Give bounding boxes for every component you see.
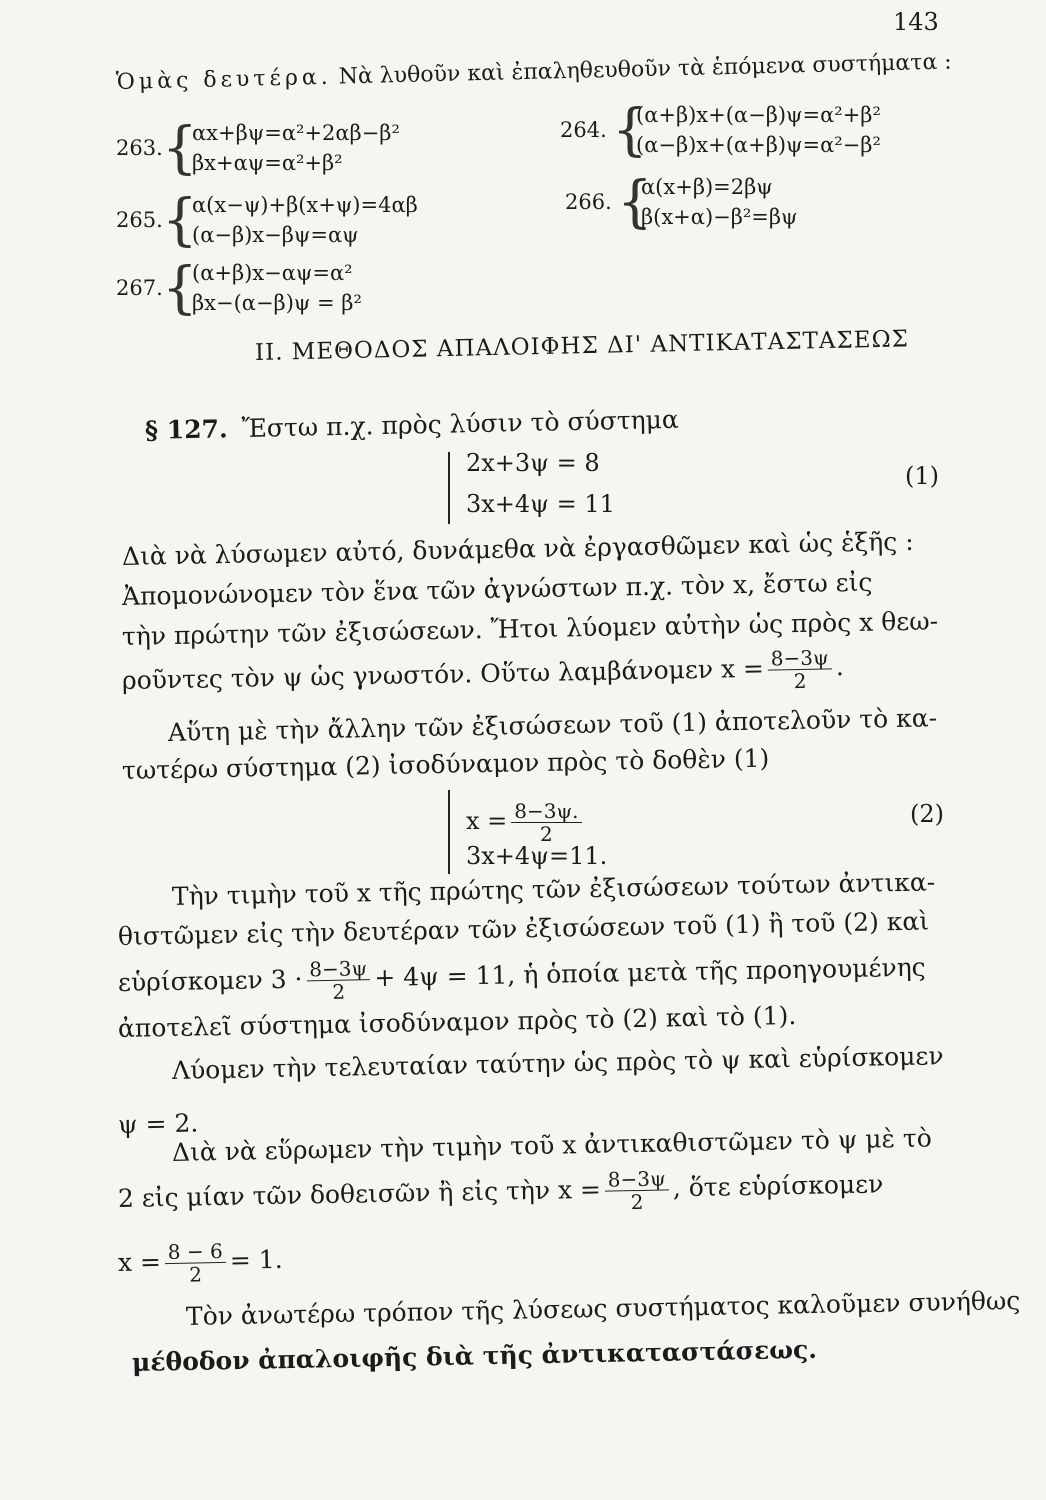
fraction-numerator: 8−3ψ. — [511, 800, 581, 823]
equation-lhs: x = — [466, 807, 508, 835]
exercise-number: 266. — [565, 190, 612, 214]
fraction-numerator: 8 − 6 — [165, 1240, 226, 1264]
system-2-eq2: 3x+4ψ=11. — [466, 842, 608, 870]
system-bracket — [448, 452, 450, 524]
exercise-group-label: Ὁμὰς δευτέρα. — [115, 64, 332, 95]
paragraph-line: ἀποτελεῖ σύστημα ἰσοδύναμον πρὸς τὸ (2) καὶ τὸ (1). — [117, 1000, 797, 1043]
brace-icon: { — [162, 256, 198, 321]
section-heading: ΙΙ. ΜΕΘΟΔΟΣ ΑΠΑΛΟΙΦΗΣ ΔΙ' ΑΝΤΙΚΑΤΑΣΤΑΣΕΩΣ — [254, 326, 910, 366]
paragraph-line: τὴν πρώτην τῶν ἐξισώσεων. Ἤτοι λύομεν αὐτὴν ὡς πρὸς x θεω- — [121, 606, 939, 651]
paragraph-text: = 1. — [229, 1244, 283, 1275]
brace-icon: { — [612, 98, 648, 163]
paragraph-line: τωτέρω σύστημα (2) ἰσοδύναμον πρὸς τὸ δοθὲν (1) — [121, 743, 770, 785]
paragraph-text: , ὅτε εὑρίσκομεν — [672, 1169, 884, 1203]
equation: (α−β)x−βψ=αψ — [192, 223, 359, 247]
exercise-263 — [116, 118, 516, 182]
equation: αx+βψ=α²+2αβ−β² — [192, 121, 400, 145]
exercise-number: 264. — [560, 118, 607, 142]
equation: (α+β)x−αψ=α² — [192, 261, 353, 285]
fraction-denominator: 2 — [332, 979, 346, 1004]
paragraph-line: θιστῶμεν εἰς τὴν δευτέραν τῶν ἐξισώσεων τοῦ (1) ἢ τοῦ (2) καὶ — [117, 906, 930, 951]
section-text: Ἔστω π.χ. πρὸς λύσιν τὸ σύστημα — [241, 404, 679, 443]
fraction — [768, 646, 833, 692]
brace-icon: { — [162, 116, 198, 181]
paragraph-line: Αὕτη μὲ τὴν ἄλλην τῶν ἐξισώσεων τοῦ (1) ἀποτελοῦν τὸ κα- — [167, 703, 938, 747]
fraction-denominator: 2 — [630, 1189, 644, 1215]
exercise-number: 267. — [116, 276, 163, 300]
paragraph-line — [118, 1239, 284, 1287]
equation-tag: (1) — [905, 462, 939, 490]
paragraph-line: Λύομεν τὴν τελευταίαν ταύτην ὡς πρὸς τὸ ψ καὶ εὑρίσκομεν — [171, 1041, 944, 1085]
equation: β(x+α)−β²=βψ — [641, 205, 798, 229]
exercise-intro — [116, 50, 952, 95]
exercise-264 — [560, 100, 1000, 164]
fraction-denominator: 2 — [189, 1262, 203, 1287]
paragraph-text: x = — [117, 1247, 162, 1277]
brace-icon: { — [162, 188, 198, 253]
paragraph-line — [118, 946, 927, 1006]
fraction — [165, 1240, 227, 1286]
exercise-number: 265. — [116, 208, 163, 232]
equation-tag: (2) — [910, 800, 944, 828]
paragraph-line: Τὴν τιμὴν τοῦ x τῆς πρώτης τῶν ἐξισώσεων τούτων ἀντικα- — [171, 867, 936, 911]
fraction-denominator: 2 — [540, 822, 553, 846]
paragraph-line: Ἀπομονώνομεν τὸν ἕνα τῶν ἀγνώστων π.χ. τὸν x, ἔστω εἰς — [121, 567, 873, 611]
system-2-eq1 — [466, 800, 586, 845]
paragraph-text: . — [835, 652, 845, 682]
paragraph-line: Τὸν ἀνωτέρω τρόπον τῆς λύσεως συστήματος καλοῦμεν συνήθως — [185, 1285, 1021, 1331]
fraction-denominator: 2 — [793, 668, 807, 694]
paragraph-line: Διὰ νὰ λύσωμεν αὐτό, δυνάμεθα νὰ ἐργασθῶμεν καὶ ὡς ἑξῆς : — [121, 526, 914, 571]
paragraph-text: εὑρίσκομεν 3 · — [117, 964, 303, 997]
fraction-numerator: 8−3ψ — [306, 957, 370, 981]
fraction-numerator: 8−3ψ — [768, 646, 832, 670]
equation: α(x+β)=2βψ — [641, 175, 773, 199]
system-bracket — [448, 790, 450, 874]
exercise-number: 263. — [116, 136, 163, 160]
section-label: § 127. — [144, 414, 228, 445]
fraction — [511, 800, 581, 845]
page-number: 143 — [893, 8, 939, 36]
paragraph-line — [118, 1163, 884, 1223]
paragraph-line: ψ = 2. — [117, 1108, 199, 1139]
fraction — [306, 957, 371, 1003]
equation: βx−(α−β)ψ = β² — [192, 291, 362, 315]
equation: (α−β)x+(α+β)ψ=α²−β² — [636, 133, 881, 157]
exercise-267 — [116, 258, 516, 322]
method-name: μέθοδον ἀπαλοιφῆς διὰ τῆς ἀντικαταστάσεως. — [131, 1334, 818, 1377]
fraction-numerator: 8−3ψ — [605, 1167, 669, 1191]
equation: α(x−ψ)+β(x+ψ)=4αβ — [192, 193, 418, 217]
equation: βx+αψ=α²+β² — [192, 151, 343, 175]
brace-icon: { — [617, 170, 653, 235]
exercise-266 — [565, 172, 965, 236]
paragraph-text: 2 εἰς μίαν τῶν δοθεισῶν ἢ εἰς τὴν x = — [117, 1174, 602, 1213]
paragraph-text: ροῦντες τὸν ψ ὡς γνωστόν. Οὕτω λαμβάνομεν x = — [121, 653, 765, 695]
system-1-eq2: 3x+4ψ = 11 — [466, 490, 615, 518]
exercise-265 — [116, 190, 516, 254]
section-127 — [145, 405, 679, 445]
system-1-eq1: 2x+3ψ = 8 — [466, 449, 600, 477]
fraction — [605, 1167, 670, 1213]
equation: (α+β)x+(α−β)ψ=α²+β² — [636, 103, 881, 127]
paragraph-line: Διὰ νὰ εὕρωμεν τὴν τιμὴν τοῦ x ἀντικαθιστῶμεν τὸ ψ μὲ τὸ — [171, 1123, 933, 1167]
paragraph-text: + 4ψ = 11, ἡ ὁποία μετὰ τῆς προηγουμένης — [374, 952, 926, 993]
exercise-instruction: Νὰ λυθοῦν καὶ ἐπαληθευθοῦν τὰ ἑπόμενα συστήματα : — [338, 49, 952, 90]
paragraph-line — [122, 646, 845, 705]
